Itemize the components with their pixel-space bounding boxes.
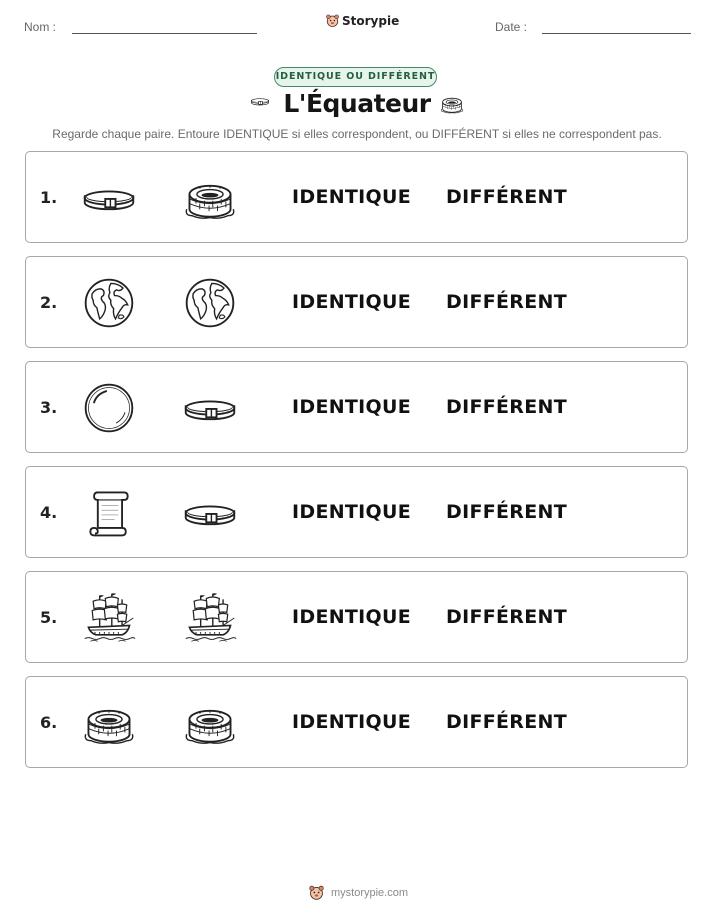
option-different[interactable]: DIFFÉRENT [446, 501, 567, 523]
question-row-1 [25, 151, 688, 243]
option-different[interactable]: DIFFÉRENT [446, 186, 567, 208]
globe-icon [182, 275, 238, 331]
question-row-3 [25, 361, 688, 453]
option-different[interactable]: DIFFÉRENT [446, 396, 567, 418]
question-number: 6. [40, 713, 58, 732]
mascot-icon [325, 13, 340, 28]
option-different[interactable]: DIFFÉRENT [446, 291, 567, 313]
option-identique[interactable]: IDENTIQUE [292, 291, 412, 313]
ship-icon [81, 590, 137, 646]
well-icon [436, 95, 468, 121]
option-identique[interactable]: IDENTIQUE [292, 711, 412, 733]
question-row-2 [25, 256, 688, 348]
question-number: 4. [40, 503, 58, 522]
name-line[interactable] [72, 33, 257, 34]
question-row-6 [25, 676, 688, 768]
question-number: 1. [40, 188, 58, 207]
option-identique[interactable]: IDENTIQUE [292, 501, 412, 523]
footer-url[interactable]: mystorypie.com [331, 886, 409, 899]
option-different[interactable]: DIFFÉRENT [446, 606, 567, 628]
instructions: Regarde chaque paire. Entoure IDENTIQUE si elles correspondent, ou DIFFÉRENT si elles ne correspondent pas. [52, 127, 662, 141]
date-line[interactable] [542, 33, 691, 34]
scroll-icon [81, 485, 137, 541]
brand-logo [325, 13, 399, 28]
footer [308, 884, 408, 901]
page-title: L'Équateur [283, 89, 431, 118]
question-row-5 [25, 571, 688, 663]
name-label: Nom : [24, 20, 57, 34]
worksheet-type-badge: IDENTIQUE OU DIFFÉRENT [274, 67, 437, 87]
option-different[interactable]: DIFFÉRENT [446, 711, 567, 733]
well-icon [182, 170, 238, 226]
ship-icon [182, 590, 238, 646]
belt-icon [81, 170, 137, 226]
question-row-4 [25, 466, 688, 558]
well-icon [182, 695, 238, 751]
option-identique[interactable]: IDENTIQUE [292, 396, 412, 418]
bubble-icon [81, 380, 137, 436]
question-number: 3. [40, 398, 58, 417]
belt-icon [182, 380, 238, 436]
option-identique[interactable]: IDENTIQUE [292, 186, 412, 208]
question-number: 5. [40, 608, 58, 627]
belt-icon [182, 485, 238, 541]
option-identique[interactable]: IDENTIQUE [292, 606, 412, 628]
well-icon [81, 695, 137, 751]
globe-icon [81, 275, 137, 331]
brand-name: Storypie [342, 13, 400, 28]
date-label: Date : [495, 20, 528, 34]
mascot-icon [308, 884, 325, 901]
question-number: 2. [40, 293, 58, 312]
